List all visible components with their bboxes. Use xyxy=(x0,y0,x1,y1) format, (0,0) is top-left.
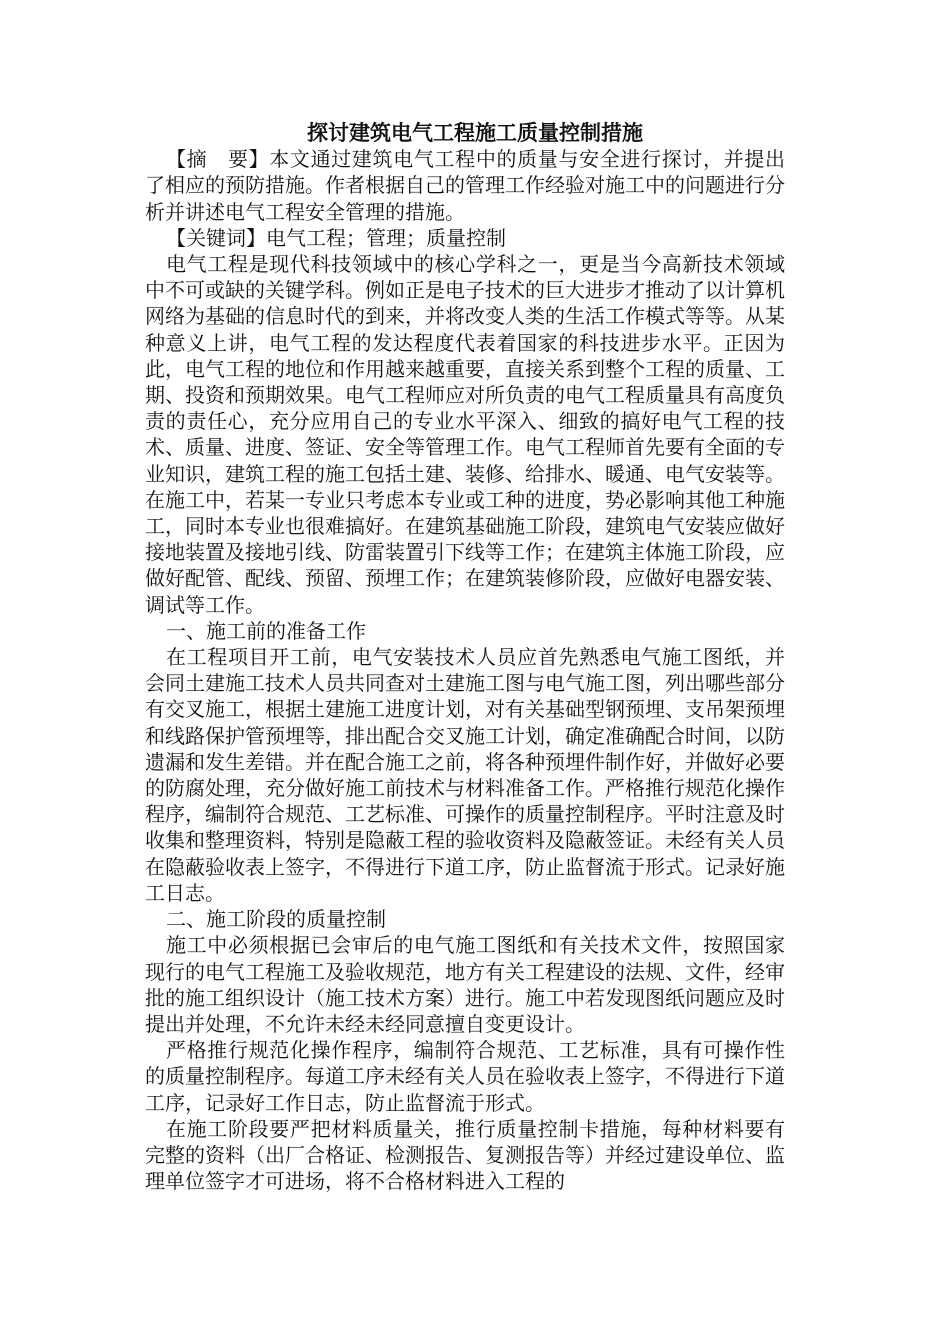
abstract-paragraph: 【摘 要】本文通过建筑电气工程中的质量与安全进行探讨，并提出了相应的预防措施。作者根据自己的管理工作经验对施工中的问题进行分析并讲述电气工程安全管理的措施。 xyxy=(145,147,785,224)
section-heading-preparation: 一、施工前的准备工作 xyxy=(166,618,366,643)
document-body xyxy=(145,120,785,1194)
preparation-paragraph: 在工程项目开工前，电气安装技术人员应首先熟悉电气施工图纸，并会同土建施工技术人员共同查对土建施工图与电气施工图，列出哪些部分有交叉施工，根据土建施工进度计划，对有关基础型钢预埋、支吊架预埋和线路保护管预埋等，排出配合交叉施工计划，确定准确配合时间，以防遗漏和发生差错。并在配合施工之前，将各种预埋件制作好，并做好必要的防腐处理，充分做好施工前技术与材料准备工作。严格推行规范化操作程序，编制符合规范、工艺标准、可操作的质量控制程序。平时注意及时收集和整理资料，特别是隐蔽工程的验收资料及隐蔽签证。未经有关人员在隐蔽验收表上签字，不得进行下道工序，防止监督流于形式。记录好施工日志。 xyxy=(145,645,785,905)
quality-control-paragraph-1: 施工中必须根据已会审后的电气施工图纸和有关技术文件，按照国家现行的电气工程施工及验收规范，地方有关工程建设的法规、文件，经审批的施工组织设计（施工技术方案）进行。施工中若发现图纸问题应及时提出并处理，不允许未经未经同意擅自变更设计。 xyxy=(145,933,785,1036)
section-heading-quality-control: 二、施工阶段的质量控制 xyxy=(166,907,386,932)
keywords-line: 【关键词】电气工程；管理；质量控制 xyxy=(166,225,506,250)
quality-control-paragraph-3: 在施工阶段要严把材料质量关，推行质量控制卡措施，每种材料要有完整的资料（出厂合格证、检测报告、复测报告等）并经过建设单位、监理单位签字才可进场，将不合格材料进入工程的 xyxy=(145,1116,785,1194)
intro-paragraph: 电气工程是现代科技领域中的核心学科之一，更是当今高新技术领域中不可或缺的关键学科。例如正是电子技术的巨大进步才推动了以计算机网络为基础的信息时代的到来，并将改变人类的生活工作模式等等。从某种意义上讲，电气工程的发达程度代表着国家的科技进步水平。正因为此，电气工程的地位和作用越来越重要，直接关系到整个工程的质量、工期、投资和预期效果。电气工程师应对所负责的电气工程质量具有高度负责的责任心，充分应用自己的专业水平深入、细致的搞好电气工程的技术、质量、进度、签证、安全等管理工作。电气工程师首先要有全面的专业知识，建筑工程的施工包括土建、装修、给排水、暖通、电气安装等。在施工中，若某一专业只考虑本专业或工种的进度，势必影响其他工种施工，同时本专业也很难搞好。在建筑基础施工阶段，建筑电气安装应做好接地装置及接地引线、防雷装置引下线等工作；在建筑主体施工阶段，应做好配管、配线、预留、预埋工作；在建筑装修阶段，应做好电器安装、调试等工作。 xyxy=(145,252,785,617)
document-title: 探讨建筑电气工程施工质量控制措施 xyxy=(307,120,643,145)
quality-control-paragraph-2: 严格推行规范化操作程序，编制符合规范、工艺标准，具有可操作性的质量控制程序。每道工序未经有关人员在验收表上签字，不得进行下道工序，记录好工作日志，防止监督流于形式。 xyxy=(145,1038,785,1115)
